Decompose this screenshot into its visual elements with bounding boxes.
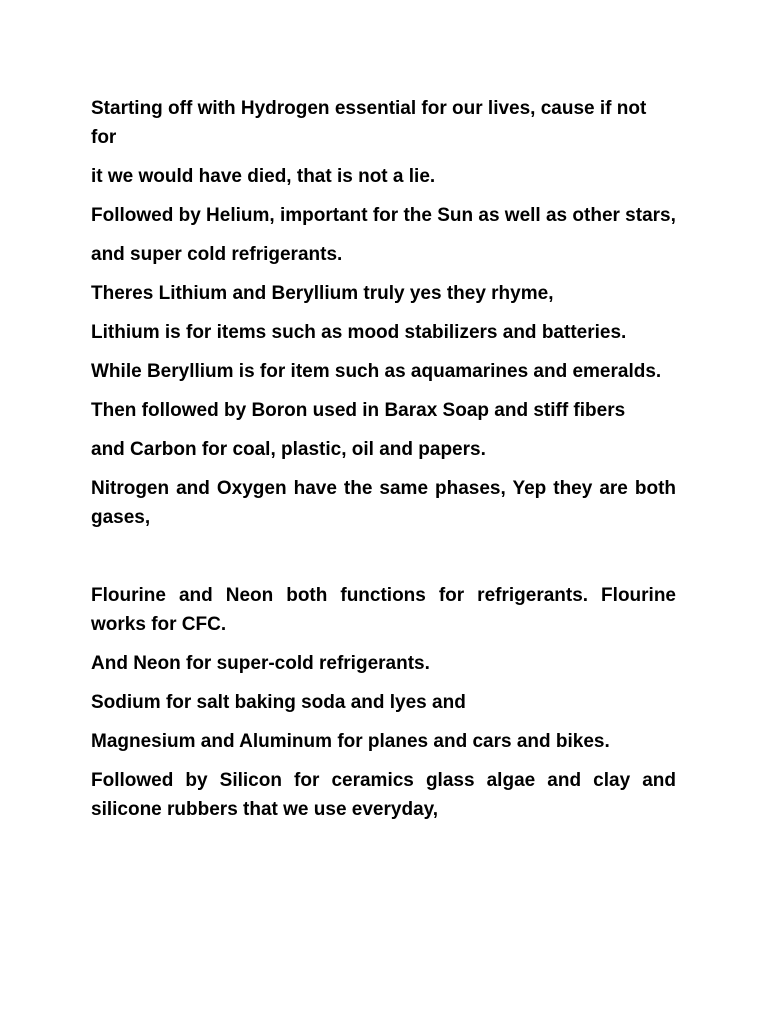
poem-line: Followed by Silicon for ceramics glass algae and clay and silicone rubbers that we use everyday, xyxy=(91,770,676,820)
poem-line: While Beryllium is for item such as aquamarines and emeralds. xyxy=(91,361,662,382)
poem-line: And Neon for super-cold refrigerants. xyxy=(91,653,430,674)
poem-line: Magnesium and Aluminum for planes and cars and bikes. xyxy=(91,731,610,752)
poem-line: it we would have died, that is not a lie. xyxy=(91,166,436,187)
poem-line: Starting off with Hydrogen essential for our lives, cause if not for xyxy=(91,98,647,148)
poem-line: and super cold refrigerants. xyxy=(91,244,343,265)
poem-line: Followed by Helium, important for the Sun as well as other stars, xyxy=(91,205,676,226)
poem-line: and Carbon for coal, plastic, oil and papers. xyxy=(91,439,486,460)
blank-line xyxy=(91,542,676,581)
poem-text xyxy=(91,94,676,834)
poem-line: Lithium is for items such as mood stabilizers and batteries. xyxy=(91,322,627,343)
poem-line: Theres Lithium and Beryllium truly yes they rhyme, xyxy=(91,283,554,304)
poem-line: Sodium for salt baking soda and lyes and xyxy=(91,692,466,713)
poem-line: Nitrogen and Oxygen have the same phases, Yep they are both gases, xyxy=(91,478,676,528)
poem-line: Flourine and Neon both functions for refrigerants. Flourine works for CFC. xyxy=(91,585,676,635)
poem-line: Then followed by Boron used in Barax Soap and stiff fibers xyxy=(91,400,626,421)
